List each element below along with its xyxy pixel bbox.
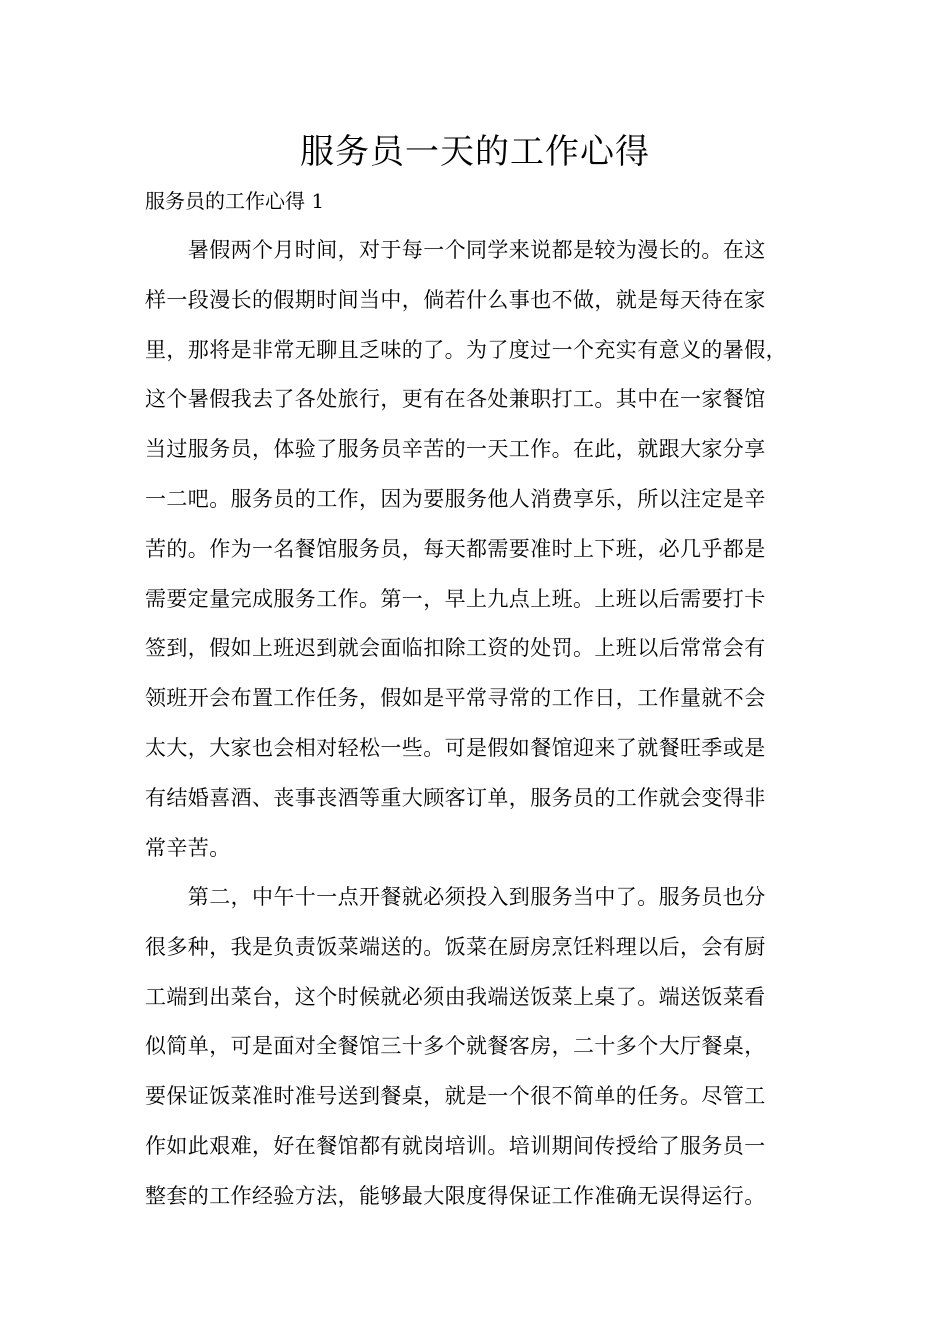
- paragraph-line: 这个暑假我去了各处旅行，更有在各处兼职打工。其中在一家餐馆: [145, 387, 766, 412]
- paragraph-line: 太大，大家也会相对轻松一些。可是假如餐馆迎来了就餐旺季或是: [145, 735, 766, 760]
- paragraph-line: 需要定量完成服务工作。第一，早上九点上班。上班以后需要打卡: [145, 586, 766, 611]
- paragraph-1: [145, 226, 805, 873]
- paragraph-line: 领班开会布置工作任务，假如是平常寻常的工作日，工作量就不会: [145, 686, 766, 711]
- paragraph-line: 苦的。作为一名餐馆服务员，每天都需要准时上下班，必几乎都是: [145, 536, 766, 561]
- paragraph-line: 当过服务员，体验了服务员辛苦的一天工作。在此，就跟大家分享: [145, 437, 766, 462]
- paragraph-line: 工端到出菜台，这个时候就必须由我端送饭菜上桌了。端送饭菜看: [145, 984, 766, 1009]
- paragraph-line: 常辛苦。: [145, 835, 231, 860]
- paragraph-line: 作如此艰难，好在餐馆都有就岗培训。培训期间传授给了服务员一: [145, 1133, 766, 1158]
- paragraph-line: 签到，假如上班迟到就会面临扣除工资的处罚。上班以后常常会有: [145, 636, 766, 661]
- document-title: 服务员一天的工作心得: [300, 132, 650, 172]
- section-heading: 服务员的工作心得 1: [145, 189, 325, 213]
- paragraph-line: 第二，中午十一点开餐就必须投入到服务当中了。服务员也分: [145, 885, 766, 909]
- paragraph-line: 似简单，可是面对全餐馆三十多个就餐客房，二十多个大厅餐桌，: [145, 1034, 766, 1059]
- paragraph-line: 有结婚喜酒、丧事丧酒等重大顾客订单，服务员的工作就会变得非: [145, 785, 766, 810]
- paragraph-2: [145, 873, 805, 1222]
- paragraph-line: 里，那将是非常无聊且乏味的了。为了度过一个充实有意义的暑假，: [145, 337, 787, 362]
- paragraph-line: 整套的工作经验方法，能够最大限度得保证工作准确无误得运行。: [145, 1183, 766, 1208]
- paragraph-line: 很多种，我是负责饭菜端送的。饭菜在厨房烹饪料理以后，会有厨: [145, 934, 766, 959]
- paragraph-line: 暑假两个月时间，对于每一个同学来说都是较为漫长的。在这: [145, 238, 766, 262]
- paragraph-line: 样一段漫长的假期时间当中，倘若什么事也不做，就是每天待在家: [145, 287, 766, 312]
- paragraph-line: 要保证饭菜准时准号送到餐桌，就是一个很不简单的任务。尽管工: [145, 1084, 766, 1109]
- paragraph-line: 一二吧。服务员的工作，因为要服务他人消费享乐，所以注定是辛: [145, 486, 766, 511]
